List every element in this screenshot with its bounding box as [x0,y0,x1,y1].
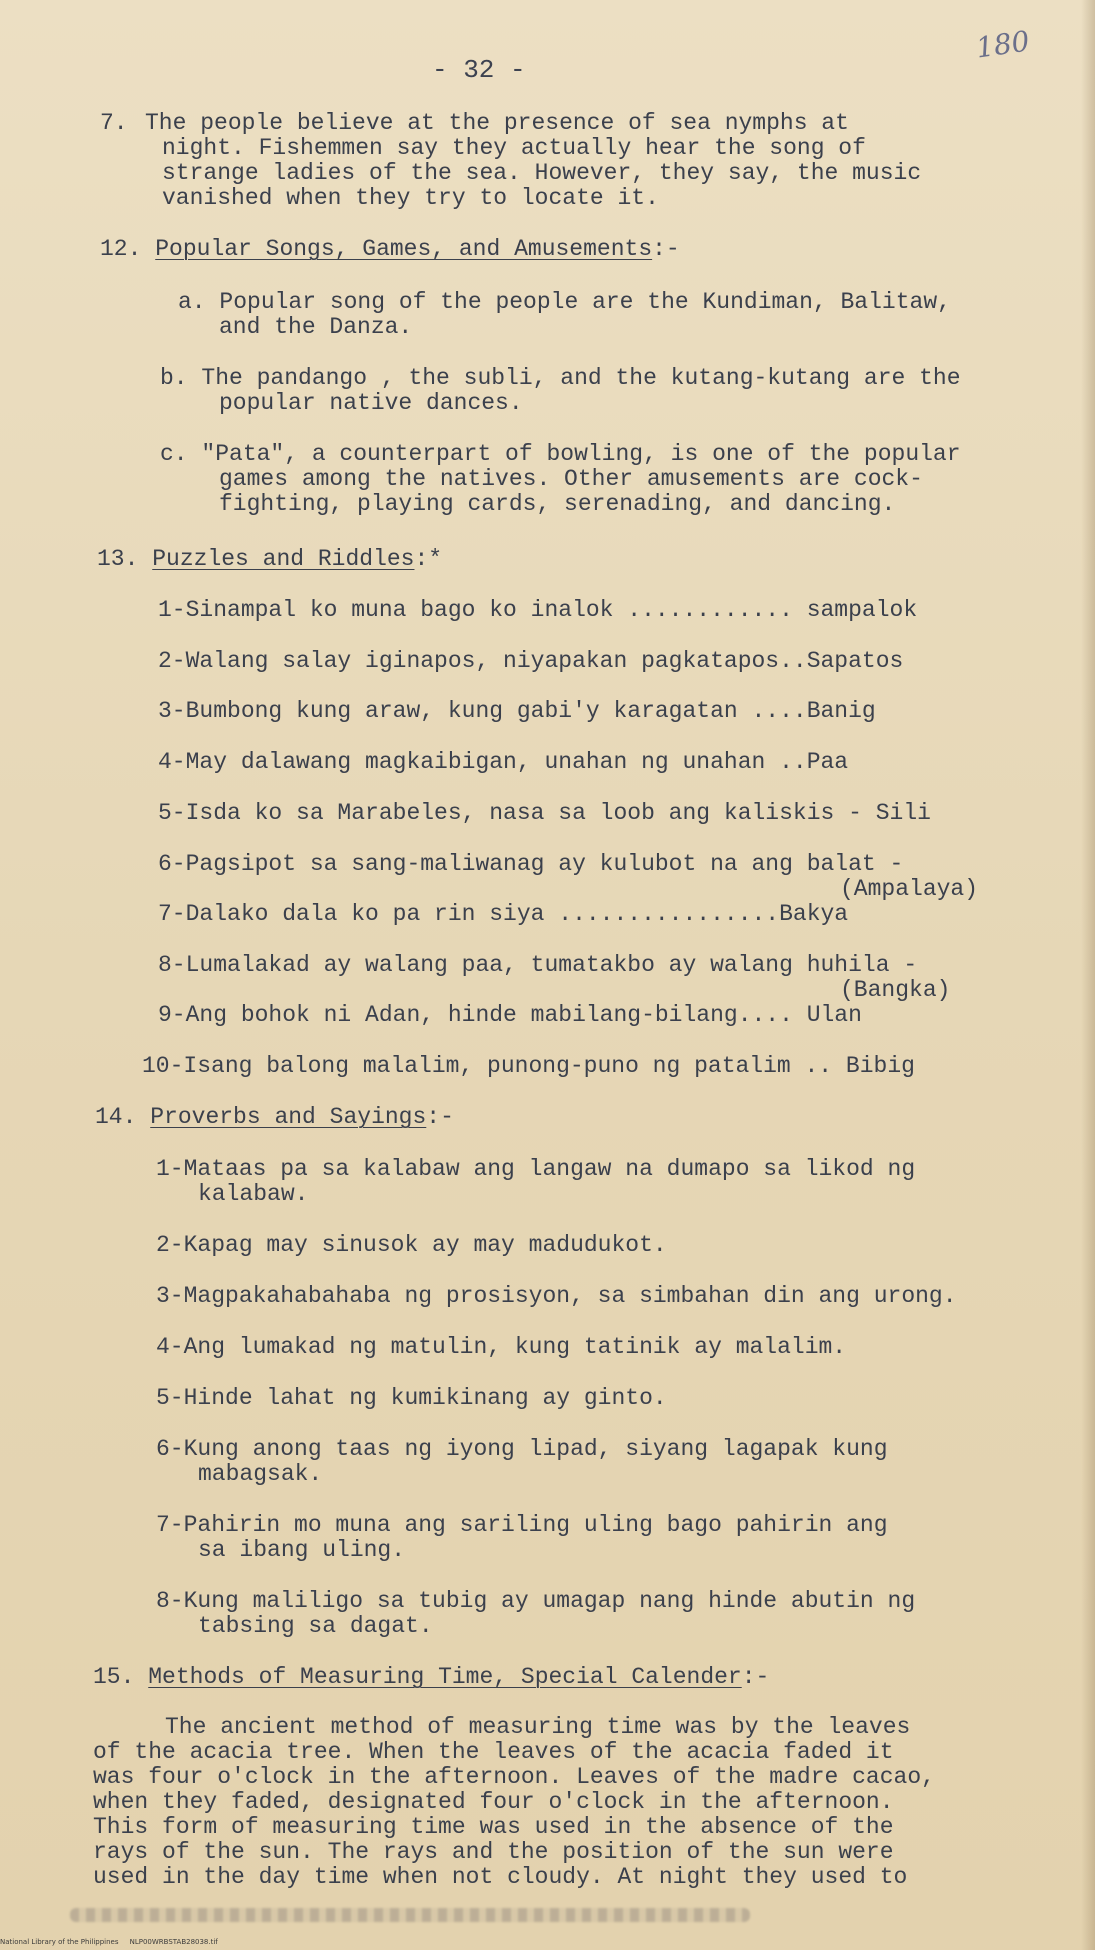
paragraph-line: This form of measuring time was used in the absence of the [93,1814,894,1840]
item7-number: 7. [100,110,128,136]
riddle: 10-Isang balong malalim, punong-puno ng patalim .. Bibig [142,1053,915,1079]
section-number: 12. [100,236,142,262]
proverb-cont: tabsing sa dagat. [198,1613,433,1639]
riddle: 9-Ang bohok ni Adan, hinde mabilang-bilang.... Ulan [158,1002,862,1028]
paragraph-line: rays of the sun. The rays and the position of the sun were [93,1839,894,1865]
proverb: 4-Ang lumakad ng matulin, kung tatinik ay malalim. [156,1334,847,1360]
proverb-cont: kalabaw. [198,1181,309,1207]
section-suffix: :- [652,236,680,262]
illegible-smudged-line [70,1908,750,1922]
section13-heading [97,546,442,572]
paragraph-line: The ancient method of measuring time was by the leaves [165,1714,911,1740]
section15-heading [93,1664,769,1690]
item7-line: night. Fishemmen say they actually hear the song of [162,135,866,161]
riddle: 7-Dalako dala ko pa rin siya ................Bakya [158,901,849,927]
item7-line: The people believe at the presence of sea nymphs at [145,110,849,136]
riddle-answer: (Ampalaya) [840,876,979,902]
song-item-b: b. The pandango , the subli, and the kutang-kutang are the [160,365,961,391]
item7-line: strange ladies of the sea. However, they say, the music [162,160,922,186]
section-number: 13. [97,546,139,572]
section-title: Popular Songs, Games, and Amusements [155,236,653,262]
section-number: 15. [93,1664,135,1690]
proverb: 3-Magpakahabahaba ng prosisyon, sa simbahan din ang urong. [156,1283,957,1309]
section-title: Puzzles and Riddles [152,546,415,572]
section12-heading [100,236,680,262]
page-number: - 32 - [432,55,526,85]
item7-line: vanished when they try to locate it. [162,185,659,211]
song-item-c-cont: games among the natives. Other amusements are cock- [219,466,923,492]
section-suffix: :- [426,1104,454,1130]
proverb: 6-Kung anong taas ng iyong lipad, siyang lagapak kung [156,1436,888,1462]
proverb-cont: mabagsak. [198,1461,323,1487]
song-item-c: c. "Pata", a counterpart of bowling, is one of the popular [160,441,961,467]
riddle: 2-Walang salay iginapos, niyapakan pagkatapos..Sapatos [158,648,904,674]
song-item-a-cont: and the Danza. [219,314,413,340]
song-item-a: a. Popular song of the people are the Kundiman, Balitaw, [178,289,951,315]
paragraph-line: of the acacia tree. When the leaves of the acacia faded it [93,1739,894,1765]
riddle: 8-Lumalakad ay walang paa, tumatakbo ay walang huhila - [158,952,918,978]
paragraph-line: was four o'clock in the afternoon. Leaves of the madre cacao, [93,1764,935,1790]
paragraph-line: when they faded, designated four o'clock in the afternoon. [93,1789,894,1815]
section-number: 14. [95,1104,137,1130]
song-item-b-cont: popular native dances. [219,390,523,416]
riddle: 6-Pagsipot sa sang-maliwanag ay kulubot na ang balat - [158,851,904,877]
section-suffix: :- [741,1664,770,1690]
proverb-cont: sa ibang uling. [198,1537,406,1563]
proverb: 1-Mataas pa sa kalabaw ang langaw na dumapo sa likod ng [156,1156,916,1182]
section14-heading [95,1104,454,1130]
song-item-c-cont: fighting, playing cards, serenading, and dancing. [219,491,896,517]
proverb: 7-Pahirin mo muna ang sariling uling bago pahirin ang [156,1512,888,1538]
proverb: 8-Kung maliligo sa tubig ay umagap nang hinde abutin ng [156,1588,916,1614]
riddle: 5-Isda ko sa Marabeles, nasa sa loob ang kaliskis - Sili [158,800,931,826]
riddle: 3-Bumbong kung araw, kung gabi'y karagatan ....Banig [158,698,876,724]
archive-footer: National Library of the Philippines NLP00WRBSTAB28038.tif [0,1938,218,1946]
handwritten-page-number: 180 [973,24,1032,65]
page-edge-shadow [1081,0,1095,1950]
proverb: 5-Hinde lahat ng kumikinang ay ginto. [156,1385,667,1411]
proverb: 2-Kapag may sinusok ay may madudukot. [156,1232,667,1258]
paragraph-line: used in the day time when not cloudy. At night they used to [93,1864,908,1890]
section-title: Proverbs and Sayings [150,1104,427,1130]
section-suffix: :* [414,546,443,572]
riddle: 1-Sinampal ko muna bago ko inalok ............ sampalok [158,597,918,623]
riddle: 4-May dalawang magkaibigan, unahan ng unahan ..Paa [158,749,849,775]
section-title: Methods of Measuring Time, Special Calender [148,1664,742,1690]
riddle-answer: (Bangka) [840,977,951,1003]
